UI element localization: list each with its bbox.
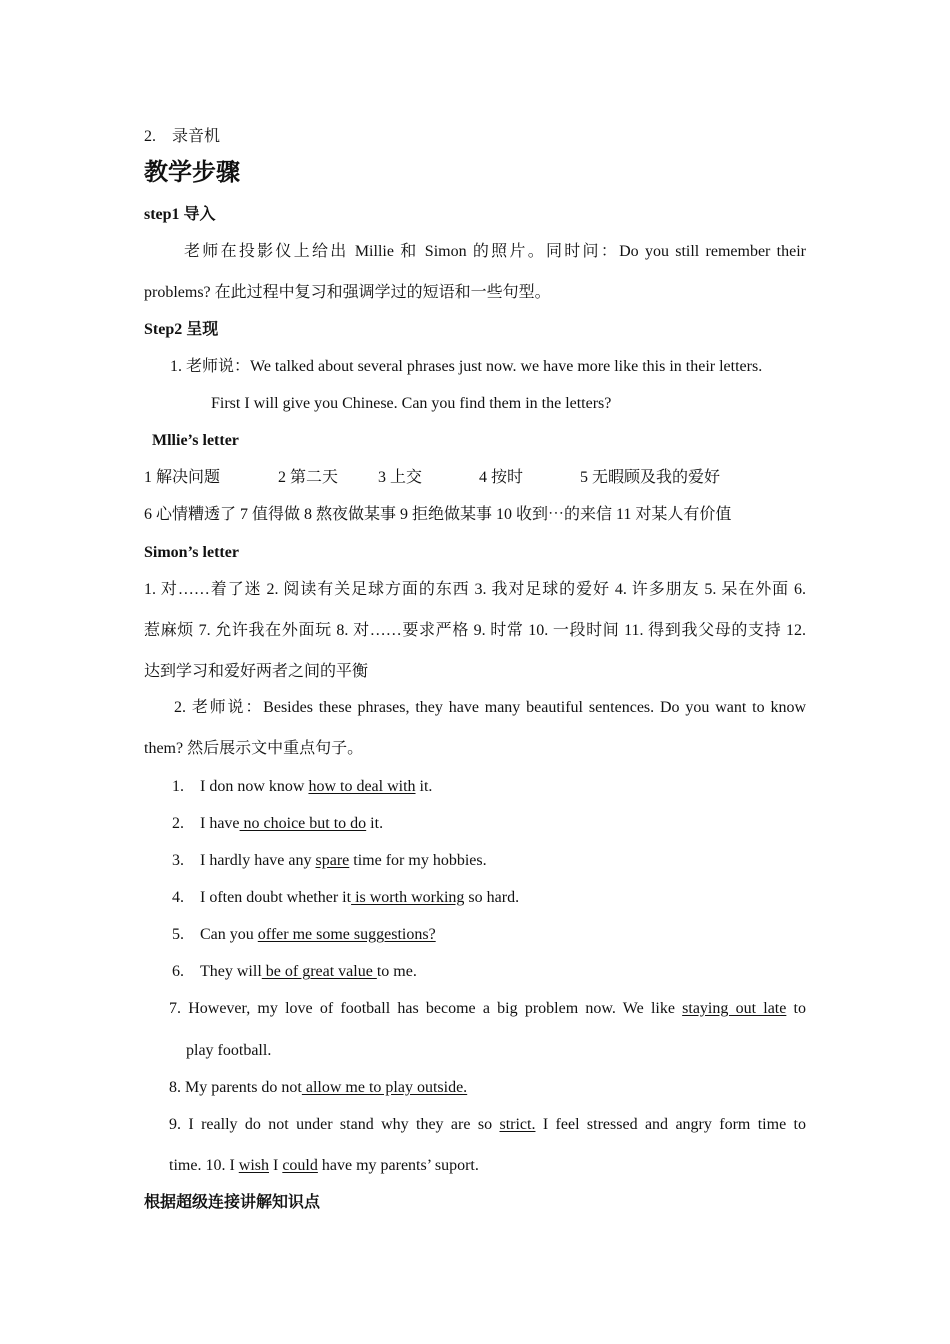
step2-paragraph1-line2: First I will give you Chinese. Can you find them in the letters? [211, 395, 612, 412]
millie-letter-title: Mllie’s letter [152, 432, 239, 449]
step1-paragraph-line2: problems? 在此过程中复习和强调学过的短语和一些句型。 [144, 284, 551, 301]
step1-paragraph-line1: 老师在投影仪上给出 Millie 和 Simon 的照片。同时问：Do you still remember their [184, 243, 806, 260]
key-phrase: wish [238, 1157, 269, 1174]
simon-phrases-line2: 惹麻烦 7. 允许我在外面玩 8. 对……要求严格 9. 时常 10. 一段时间 11. 得到我父母的支持 12. [144, 622, 806, 639]
step2-title: Step2 呈现 [144, 321, 219, 338]
step1-title: step1 导入 [144, 206, 216, 223]
sentence-item: 2. I have no choice but to do it. [172, 815, 384, 832]
phrase: 5 无暇顾及我的爱好 [580, 469, 721, 486]
sentence-7-line1: 7. However, my love of football has become a big problem now. We like staying out late to [169, 1000, 807, 1017]
sentence-item: 4. I often doubt whether it is worth working so hard. [172, 889, 520, 906]
sentence-item: 6. They will be of great value to me. [172, 963, 417, 980]
phrase: 2 第二天 [278, 469, 339, 486]
sentence-8: 8. My parents do not allow me to play outside. [169, 1079, 468, 1096]
phrase: 3 上交 [378, 469, 423, 486]
key-phrase: staying out late [682, 1000, 787, 1017]
key-phrase: allow me to play outside. [301, 1079, 468, 1096]
section-heading: 教学步骤 [144, 160, 240, 186]
key-phrase: be of great value [261, 963, 377, 980]
sentence-item: 5. Can you offer me some suggestions? [172, 926, 436, 943]
phrase: 1 解决问题 [144, 469, 221, 486]
sentence-7-line2: play football. [186, 1042, 272, 1059]
sentence-9-line2: time. 10. I wish I could have my parents’ suport. [169, 1157, 479, 1174]
step2-paragraph2-line2: them? 然后展示文中重点句子。 [144, 740, 364, 757]
simon-letter-title: Simon’s letter [144, 544, 239, 561]
millie-phrases-row2: 6 心情糟透了 7 值得做 8 熬夜做某事 9 拒绝做某事 10 收到⋯的来信 11 对某人有价值 [144, 506, 732, 523]
key-phrase: spare [315, 852, 350, 869]
key-phrase: strict. [499, 1116, 536, 1133]
list-number: 2. [144, 128, 156, 145]
simon-phrases-line3: 达到学习和爱好两者之间的平衡 [144, 663, 369, 680]
key-phrase: is worth working [351, 889, 465, 906]
simon-phrases-line1: 1. 对……着了迷 2. 阅读有关足球方面的东西 3. 我对足球的爱好 4. 许多朋友 5. 呆在外面 6. [144, 581, 806, 598]
footer-section-title: 根据超级连接讲解知识点 [144, 1194, 321, 1211]
list-text: 录音机 [172, 128, 221, 145]
key-phrase: could [282, 1157, 318, 1174]
key-phrase: no choice but to do [239, 815, 367, 832]
sentence-item: 1. I don now know how to deal with it. [172, 778, 433, 795]
equipment-item-2 [144, 127, 220, 147]
key-phrase: offer me some suggestions? [257, 926, 436, 943]
sentence-9-line1: 9. I really do not under stand why they are so strict. I feel stressed and angry form time to [169, 1116, 806, 1133]
key-phrase: how to deal with [308, 778, 416, 795]
step2-paragraph1-line1: 1. 老师说：We talked about several phrases just now. we have more like this in their letters. [170, 358, 763, 375]
phrase: 4 按时 [479, 469, 524, 486]
sentence-item: 3. I hardly have any spare time for my hobbies. [172, 852, 487, 869]
step2-paragraph2-line1: 2. 老师说：Besides these phrases, they have many beautiful sentences. Do you want to know [174, 699, 806, 716]
